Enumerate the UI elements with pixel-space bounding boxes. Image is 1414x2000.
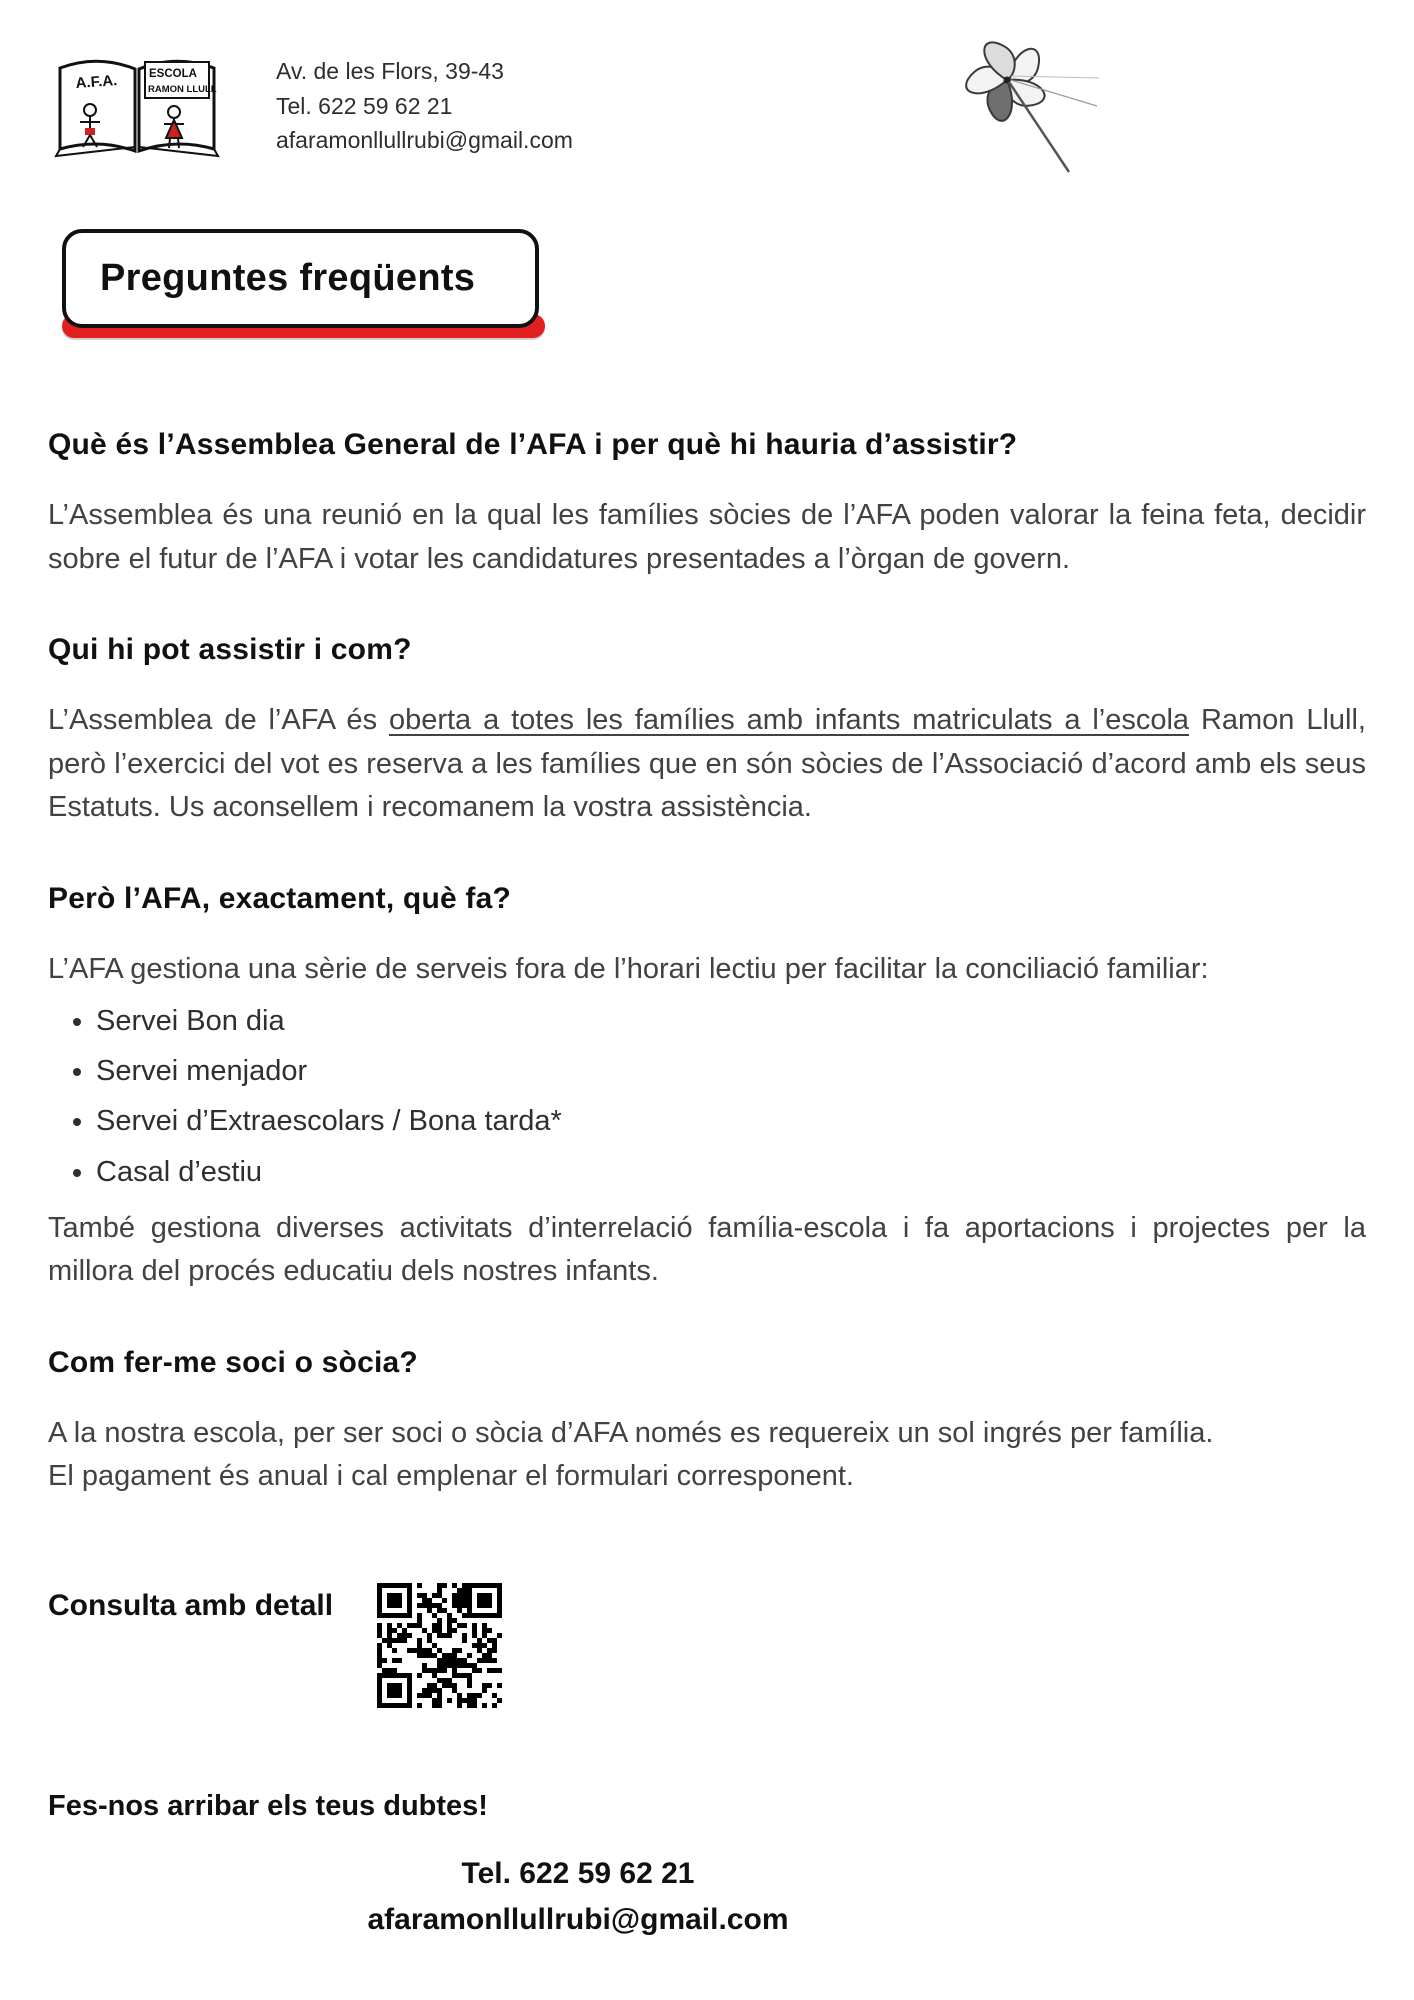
qr-code xyxy=(377,1583,502,1708)
afa-school-logo xyxy=(48,48,228,171)
answer-4-line-2: El pagament és anual i cal emplenar el formulari corresponent. xyxy=(48,1460,854,1493)
faq-answer-2 xyxy=(48,699,1366,830)
open-book-logo-icon xyxy=(48,48,228,166)
faq-answer-1: L’Assemblea és una reunió en la qual les famílies sòcies de l’AFA poden valorar la feina feta, decidir sobre el futur de l’AFA i votar les candidatures presentades a l’òrgan de govern. xyxy=(48,499,1366,575)
faq-content xyxy=(48,428,1366,1944)
faq-question-4: Com fer-me soci o sòcia? xyxy=(48,1345,418,1379)
pinwheel-illustration xyxy=(935,18,1105,183)
service-item-menjador: • Servei menjador xyxy=(96,1051,1366,1092)
page-header xyxy=(48,48,1366,171)
pinwheel-icon xyxy=(935,18,1105,178)
faq-question-1: Què és l’Assemblea General de l’AFA i per què hi hauria d’assistir? xyxy=(48,428,1018,461)
footer-email: afaramonllullrubi@gmail.com xyxy=(367,1903,789,1937)
answer-4-line-1: A la nostra escola, per ser soci o sòcia d’AFA només es requereix un sol ingrés per família. xyxy=(48,1416,1214,1449)
header-phone: Tel. 622 59 62 21 xyxy=(276,92,453,119)
answer-2-pre: L’Assemblea de l’AFA és xyxy=(48,704,389,736)
faq-answer-3-intro: L’AFA gestiona una sèrie de serveis fora de l’horari lectiu per facilitar la conciliació familiar: xyxy=(48,952,1209,985)
services-list xyxy=(48,1001,1366,1193)
service-item-extraescolars: • Servei d’Extraescolars / Bona tarda* xyxy=(96,1101,1366,1142)
footer-contact xyxy=(48,1851,1108,1944)
doubts-heading: Fes-nos arribar els teus dubtes! xyxy=(48,1789,488,1822)
qr-section xyxy=(48,1583,1366,1708)
footer-phone: Tel. 622 59 62 21 xyxy=(461,1856,695,1890)
answer-2-underlined: oberta a totes les famílies amb infants matriculats a l’escola xyxy=(388,704,1190,736)
page-title xyxy=(62,229,539,328)
logo-afa-text: A.F.A. xyxy=(75,72,118,92)
logo-ramon-llull-text: RAMON LLULL xyxy=(148,84,217,95)
logo-escola-text: ESCOLA xyxy=(149,68,197,80)
faq-question-3: Però l’AFA, exactament, què fa? xyxy=(48,881,511,915)
header-email: afaramonllullrubi@gmail.com xyxy=(276,127,573,153)
service-item-bon-dia: • Servei Bon dia xyxy=(96,1001,1366,1042)
page-title-text: Preguntes freqüents xyxy=(100,257,476,299)
qr-label: Consulta amb detall xyxy=(48,1588,334,1622)
header-address: Av. de les Flors, 39-43 xyxy=(276,58,504,84)
answer-2-post: Ramon Llull, però l’exercici del vot es reserva a les famílies que en són sòcies de l’Associació d’acord amb els seus Estatuts. Us aconsellem i recomanem la vostra assistència. xyxy=(48,704,1366,823)
header-contact-info xyxy=(276,48,573,158)
service-item-casal-estiu: • Casal d’estiu xyxy=(96,1152,1366,1193)
faq-question-2: Qui hi pot assistir i com? xyxy=(48,633,412,666)
faq-answer-3-outro: També gestiona diverses activitats d’interrelació família-escola i fa aportacions i projectes per la millora del procés educatiu dels nostres infants. xyxy=(48,1211,1366,1288)
faq-answer-4 xyxy=(48,1412,1366,1499)
